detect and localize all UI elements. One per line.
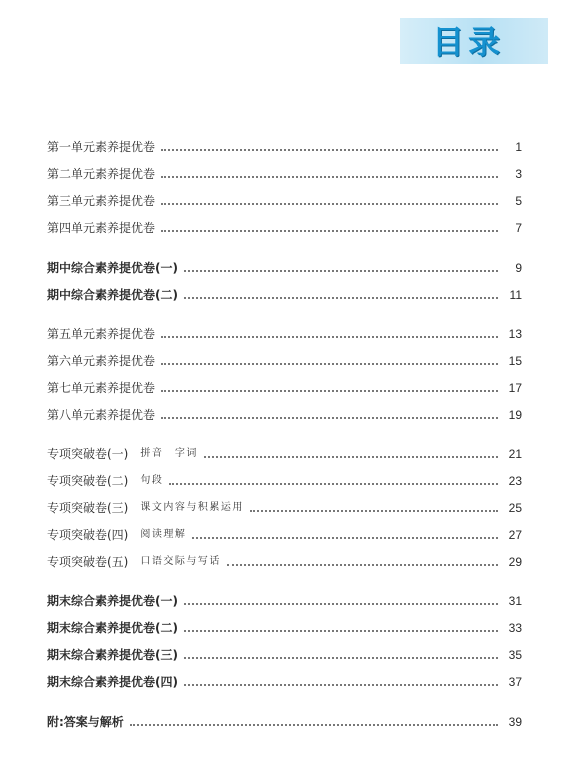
toc-entry[interactable]	[47, 498, 522, 516]
dot-leader	[169, 483, 498, 485]
toc-entry-label: 第四单元素养提优卷	[47, 221, 156, 235]
toc-entry[interactable]	[47, 471, 522, 489]
dot-leader	[192, 537, 498, 539]
dot-leader	[184, 297, 498, 299]
toc-entry-label: 期末综合素养提优卷(一)	[47, 594, 178, 608]
toc-entry-page-number: 15	[508, 354, 522, 368]
toc-entry-label: 专项突破卷(二)	[47, 474, 129, 488]
toc-entry-topic: 拼音 字词	[140, 448, 198, 459]
toc-entry[interactable]	[47, 191, 522, 209]
toc-entry-label: 期末综合素养提优卷(三)	[47, 648, 178, 662]
dot-leader	[161, 390, 498, 392]
toc-entry-page-number: 37	[508, 675, 522, 689]
dot-leader	[184, 270, 498, 272]
toc-entry-label: 第五单元素养提优卷	[47, 327, 156, 341]
toc-entry[interactable]	[47, 525, 522, 543]
toc-entry[interactable]	[47, 618, 522, 636]
toc-entry-page-number: 5	[515, 194, 522, 208]
toc-entry-label: 专项突破卷(三)	[47, 501, 129, 515]
dot-leader	[161, 230, 498, 232]
toc-entry-page-number: 25	[508, 501, 522, 515]
dot-leader	[161, 417, 498, 419]
dot-leader	[161, 363, 498, 365]
toc-entry[interactable]	[47, 645, 522, 663]
toc-entry[interactable]	[47, 218, 522, 236]
toc-entry-topic: 句段	[140, 475, 164, 486]
toc-entry-label: 期中综合素养提优卷(一)	[47, 261, 178, 275]
toc-entry[interactable]	[47, 137, 522, 155]
toc-entry-page-number: 11	[509, 288, 522, 302]
dot-leader	[161, 336, 498, 338]
toc-entry-page-number: 23	[508, 474, 522, 488]
dot-leader	[204, 456, 498, 458]
toc-entry-page-number: 35	[508, 648, 522, 662]
toc-entry-label: 第一单元素养提优卷	[47, 140, 156, 154]
dot-leader	[161, 149, 498, 151]
toc-entry[interactable]	[47, 285, 522, 303]
toc-entry[interactable]	[47, 591, 522, 609]
toc-entry-label: 第三单元素养提优卷	[47, 194, 156, 208]
toc-entry-page-number: 33	[508, 621, 522, 635]
toc-entry-label: 第六单元素养提优卷	[47, 354, 156, 368]
toc-entry[interactable]	[47, 444, 522, 462]
toc-entry[interactable]	[47, 552, 522, 570]
toc-entry[interactable]	[47, 405, 522, 423]
toc-entry[interactable]	[47, 351, 522, 369]
toc-entry-label: 专项突破卷(四)	[47, 528, 129, 542]
toc-entry-page-number: 3	[515, 167, 522, 181]
toc-entry-topic: 课文内容与积累运用	[140, 502, 244, 513]
dot-leader	[184, 603, 498, 605]
toc-entry[interactable]	[47, 258, 522, 276]
toc-entry[interactable]	[47, 324, 522, 342]
toc-entry-page-number: 19	[508, 408, 522, 422]
dot-leader	[184, 657, 498, 659]
toc-entry-label: 专项突破卷(一)	[47, 447, 129, 461]
toc-entry-page-number: 39	[508, 715, 522, 729]
toc-entry-topic: 阅读理解	[140, 529, 187, 540]
toc-entry-label: 期中综合素养提优卷(二)	[47, 288, 178, 302]
toc-entry-page-number: 9	[515, 261, 522, 275]
toc-entry-page-number: 29	[508, 555, 522, 569]
toc-entry-label: 期末综合素养提优卷(二)	[47, 621, 178, 635]
toc-entry[interactable]	[47, 672, 522, 690]
toc-entry-label: 专项突破卷(五)	[47, 555, 129, 569]
dot-leader	[184, 684, 498, 686]
dot-leader	[184, 630, 498, 632]
toc-entry-page-number: 1	[515, 140, 522, 154]
toc-entry-label: 第七单元素养提优卷	[47, 381, 156, 395]
toc-entry-label: 第二单元素养提优卷	[47, 167, 156, 181]
toc-entry-label: 第八单元素养提优卷	[47, 408, 156, 422]
toc-entry-page-number: 17	[508, 381, 522, 395]
toc-entry-page-number: 21	[508, 447, 522, 461]
dot-leader	[130, 724, 498, 726]
dot-leader	[227, 564, 498, 566]
toc-entry-label: 附:答案与解析	[47, 715, 124, 729]
toc-entry-topic: 口语交际与写话	[140, 556, 221, 567]
toc-entry-page-number: 31	[508, 594, 522, 608]
dot-leader	[161, 203, 498, 205]
toc-entry[interactable]	[47, 378, 522, 396]
toc-entry[interactable]	[47, 712, 522, 730]
dot-leader	[250, 510, 498, 512]
toc-entry-page-number: 13	[508, 327, 522, 341]
dot-leader	[161, 176, 498, 178]
page-title: 目录	[432, 23, 505, 61]
toc-entry-label: 期末综合素养提优卷(四)	[47, 675, 178, 689]
toc-entry-page-number: 7	[515, 221, 522, 235]
toc-entry[interactable]	[47, 164, 522, 182]
toc-entry-page-number: 27	[508, 528, 522, 542]
